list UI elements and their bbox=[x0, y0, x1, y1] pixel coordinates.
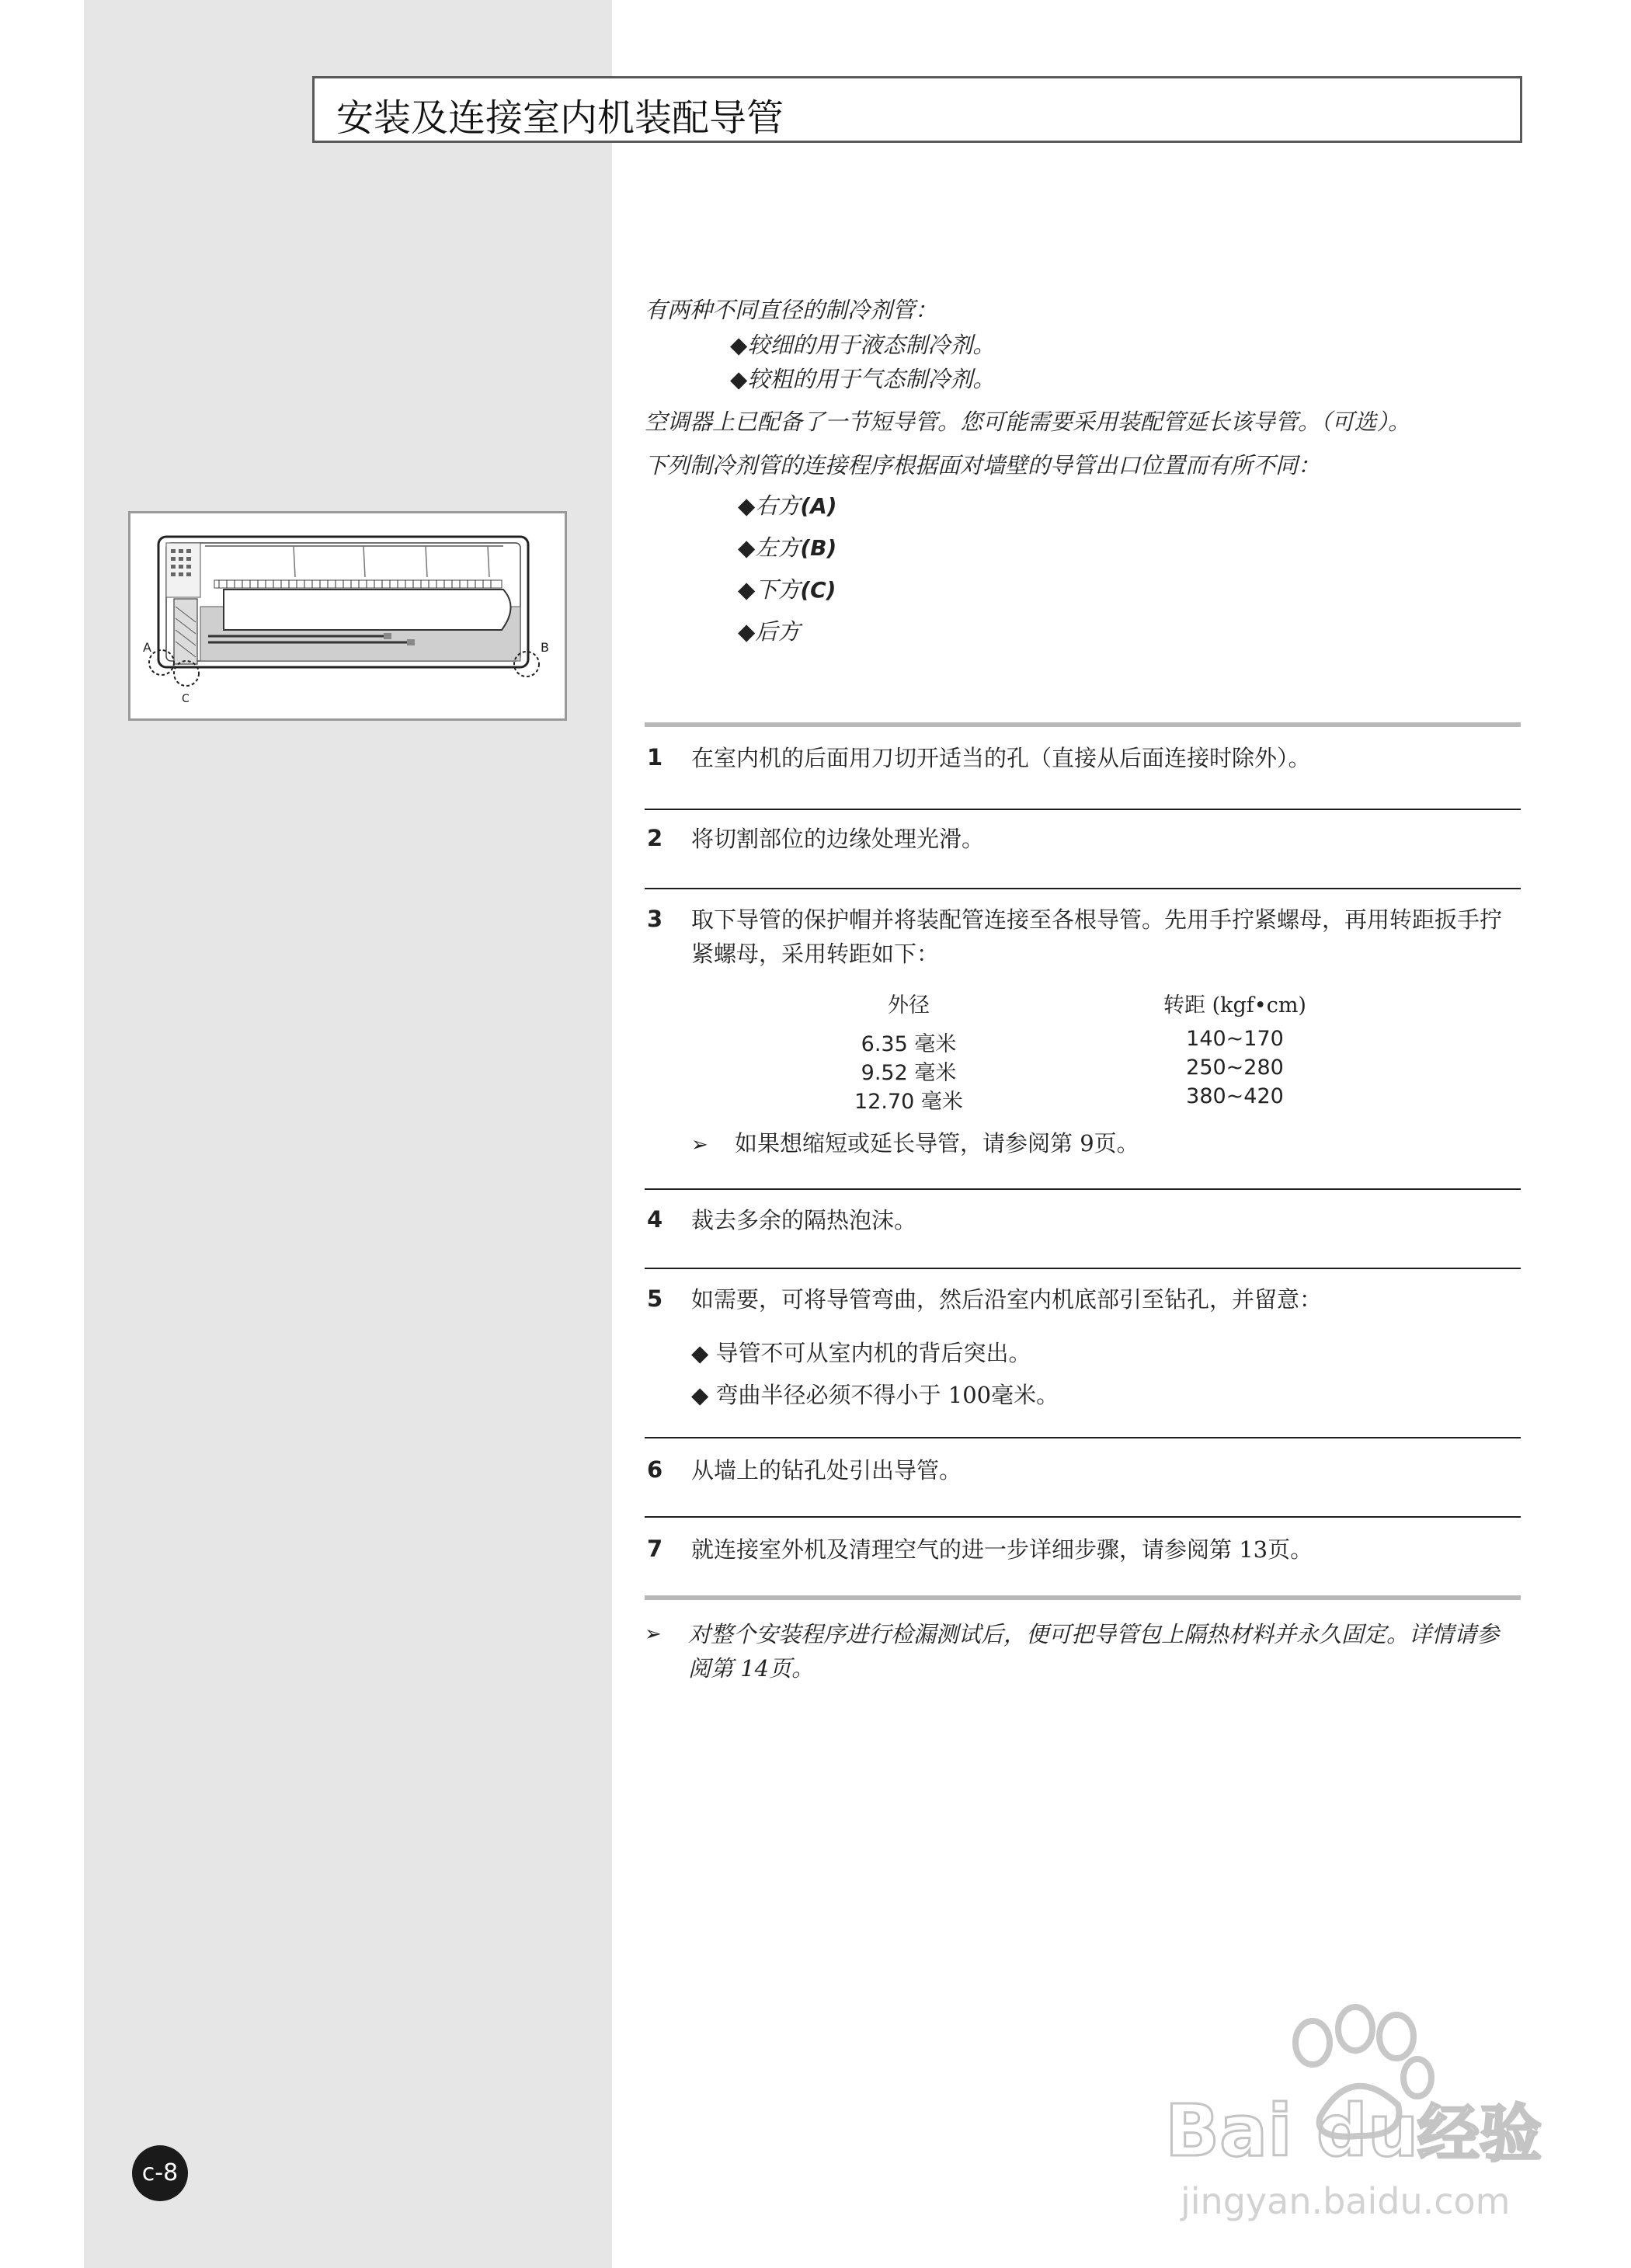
indoor-unit-figure bbox=[128, 511, 567, 721]
step3-note: ➢ 如果想缩短或延长导管，请参阅第 9页。 bbox=[691, 1126, 1139, 1162]
list-item: ◆较细的用于液态制冷剂。 bbox=[730, 332, 996, 358]
table-header: 外径 bbox=[888, 993, 930, 1017]
table-cell: 140~170 bbox=[1186, 1027, 1284, 1051]
step-number: 5 bbox=[647, 1285, 663, 1312]
divider bbox=[645, 1437, 1521, 1438]
section-title-box bbox=[312, 76, 1522, 143]
bullet-diamond-icon: ◆ bbox=[730, 332, 748, 358]
intro-paragraph-1: 有两种不同直径的制冷剂管： bbox=[645, 297, 938, 323]
divider-thick bbox=[645, 1595, 1521, 1600]
list-item: ◆后方 bbox=[738, 618, 801, 645]
step5-bullet: ◆ 弯曲半径必须不得小于 100毫米。 bbox=[691, 1382, 1059, 1408]
torque-table-col-torque bbox=[1142, 988, 1328, 1113]
table-header: 转距 (kgf•cm) bbox=[1163, 993, 1306, 1017]
intro-section bbox=[645, 294, 1522, 652]
step-text: 从墙上的钻孔处引出导管。 bbox=[691, 1457, 962, 1484]
watermark-url: jingyan.baidu.com bbox=[1181, 2180, 1511, 2222]
divider bbox=[645, 888, 1521, 889]
figure-label-a: A bbox=[143, 640, 151, 655]
left-gray-band bbox=[84, 0, 612, 2268]
divider bbox=[645, 1516, 1521, 1518]
figure-label-b: B bbox=[541, 640, 549, 655]
pipe-types-list bbox=[730, 328, 1522, 396]
divider bbox=[645, 809, 1521, 810]
step-number: 2 bbox=[647, 825, 663, 851]
outlet-positions-list bbox=[738, 485, 1522, 652]
watermark-cn: 经验 bbox=[1417, 2098, 1542, 2170]
watermark-brand: Bai bbox=[1165, 2089, 1292, 2172]
table-cell: 6.35 毫米 bbox=[861, 1032, 957, 1056]
table-cell: 9.52 毫米 bbox=[861, 1061, 957, 1085]
step-number: 7 bbox=[647, 1536, 663, 1562]
step5-bullet: ◆ 导管不可从室内机的背后突出。 bbox=[691, 1340, 1031, 1366]
bullet-diamond-icon: ◆ bbox=[730, 366, 748, 392]
step-number: 6 bbox=[647, 1456, 663, 1483]
indoor-unit-diagram bbox=[130, 513, 565, 719]
step-number: 3 bbox=[647, 906, 663, 932]
list-item: ◆较粗的用于气态制冷剂。 bbox=[730, 366, 996, 392]
torque-table-col-diameter bbox=[823, 988, 994, 1113]
intro-paragraph-3: 下列制冷剂管的连接程序根据面对墙壁的导管出口位置而有所不同： bbox=[645, 452, 1321, 478]
step-text: 将切割部位的边缘处理光滑。 bbox=[691, 826, 985, 852]
divider bbox=[645, 1188, 1521, 1190]
bullet-diamond-icon: ◆ bbox=[738, 576, 756, 603]
step-text: 裁去多余的隔热泡沫。 bbox=[691, 1207, 917, 1233]
intro-paragraph-2: 空调器上已配备了一节短导管。您可能需要采用装配管延长该导管。（可选）。 bbox=[645, 409, 1411, 435]
arrow-icon: ➢ bbox=[691, 1133, 708, 1157]
step-number: 4 bbox=[647, 1206, 663, 1233]
divider bbox=[645, 1268, 1521, 1269]
list-item: ◆下方(C) bbox=[738, 576, 836, 603]
page-number-badge: c-8 bbox=[132, 2145, 188, 2201]
figure-label-c: C bbox=[182, 693, 190, 705]
bullet-diamond-icon: ◆ bbox=[738, 534, 756, 561]
watermark-brand-2: du bbox=[1316, 2089, 1419, 2172]
list-item: ◆右方(A) bbox=[738, 492, 837, 519]
table-cell: 250~280 bbox=[1186, 1056, 1284, 1080]
baidu-jingyan-watermark bbox=[1149, 1981, 1553, 2229]
table-cell: 380~420 bbox=[1186, 1084, 1284, 1108]
step-number: 1 bbox=[647, 744, 663, 770]
bullet-diamond-icon: ◆ bbox=[738, 492, 756, 519]
list-item: ◆左方(B) bbox=[738, 534, 837, 561]
step-text: 就连接室外机及清理空气的进一步详细步骤，请参阅第 13页。 bbox=[691, 1536, 1313, 1563]
step-text: 如需要，可将导管弯曲，然后沿室内机底部引至钻孔，并留意： bbox=[691, 1286, 1323, 1313]
bullet-diamond-icon: ◆ bbox=[738, 618, 756, 645]
table-cell: 12.70 毫米 bbox=[854, 1090, 963, 1114]
step-text: 在室内机的后面用刀切开适当的孔（直接从后面连接时除外）。 bbox=[691, 745, 1311, 771]
final-note: ➢ 对整个安装程序进行检漏测试后，便可把导管包上隔热材料并永久固定。详情请参阅第 14页。 bbox=[645, 1617, 1511, 1685]
arrow-icon: ➢ bbox=[645, 1623, 662, 1646]
section-title: 安装及连接室内机装配导管 bbox=[336, 96, 784, 140]
step-text: 取下导管的保护帽并将装配管连接至各根导管。先用手拧紧螺母，再用转距扳手拧紧螺母，采用转距如下： bbox=[691, 906, 1503, 967]
divider-thick bbox=[645, 722, 1521, 727]
